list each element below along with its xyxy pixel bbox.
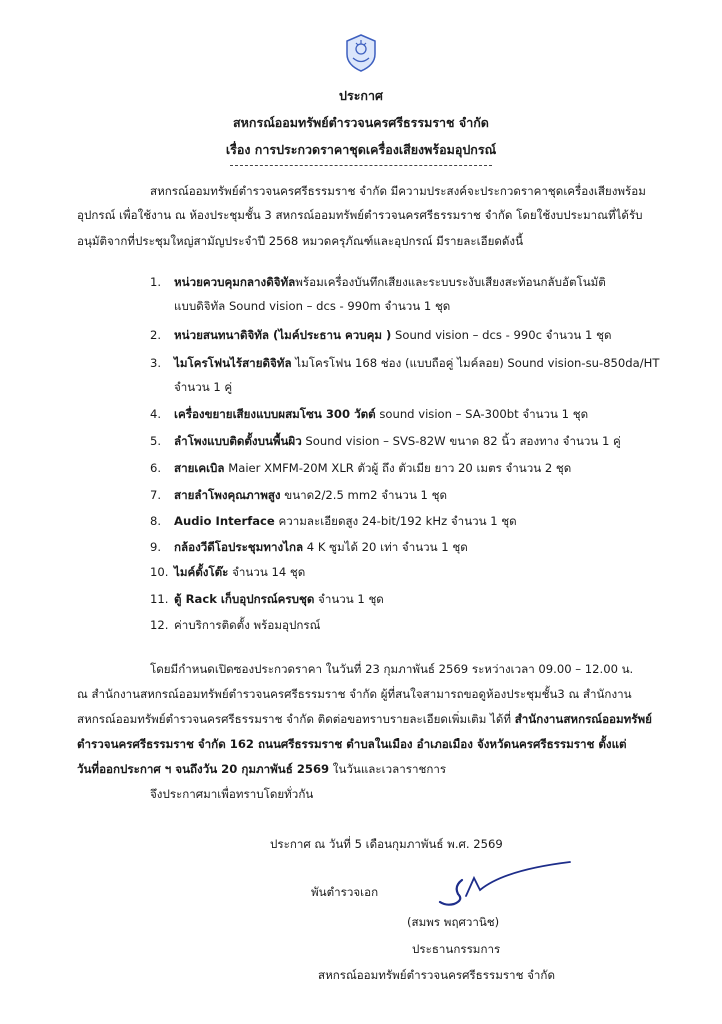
item-number: 12. xyxy=(150,618,169,632)
item-name: สายเคเบิล xyxy=(174,461,225,475)
item-number: 4. xyxy=(150,407,162,421)
list-item xyxy=(174,458,571,478)
closing-text: สหกรณ์ออมทรัพย์ตำรวจนครศรีธรรมราช จำกัด ติดต่อขอทราบรายละเอียดเพิ่มเติม ได้ที่ xyxy=(77,712,515,726)
signer-position: ประธานกรรมการ xyxy=(412,942,501,956)
signer-rank: พันตำรวจเอก xyxy=(311,885,379,899)
list-item xyxy=(174,404,588,424)
list-item xyxy=(174,272,606,292)
handwritten-signature-icon xyxy=(424,858,574,910)
item-number: 3. xyxy=(150,356,162,370)
item-name: Audio Interface xyxy=(174,514,275,528)
list-item xyxy=(174,615,320,635)
closing-line-6: จึงประกาศมาเพื่อทราบโดยทั่วกัน xyxy=(150,787,314,801)
closing-line-4: ตำรวจนครศรีธรรมราช จำกัด 162 ถนนศรีธรรมราช ตำบลในเมือง อำเภอเมือง จังหวัดนครศรีธรรมราช ตั้งแต่ xyxy=(77,737,627,751)
item-number: 9. xyxy=(150,540,162,554)
item-detail: จำนวน 14 ชุด xyxy=(228,565,306,579)
item-detail: ค่าบริการติดตั้ง พร้อมอุปกรณ์ xyxy=(174,618,321,632)
item-detail-line-2: แบบดิจิทัล Sound vision – dcs - 990m จำนวน 1 ชุด xyxy=(174,299,451,313)
list-item xyxy=(174,537,468,557)
item-number: 2. xyxy=(150,328,162,342)
item-number: 11. xyxy=(150,592,169,606)
list-item xyxy=(174,511,517,531)
item-number: 5. xyxy=(150,434,162,448)
item-name: กล้องวีดีโอประชุมทางไกล xyxy=(174,540,304,554)
item-detail: 4 K ซูมได้ 20 เท่า จำนวน 1 ชุด xyxy=(303,540,468,554)
item-detail: ความละเอียดสูง 24-bit/192 kHz จำนวน 1 ชุด xyxy=(274,514,517,528)
list-item xyxy=(174,353,659,373)
announcement-title: ประกาศ xyxy=(339,88,383,103)
announcement-date: ประกาศ ณ วันที่ 5 เดือนกุมภาพันธ์ พ.ศ. 2569 xyxy=(270,837,503,851)
item-name: ไมค์ตั้งโต๊ะ xyxy=(174,565,229,579)
item-name: ตู้ Rack เก็บอุปกรณ์ครบชุด xyxy=(174,592,315,606)
item-name: ลำโพงแบบติดตั้งบนพื้นผิว xyxy=(174,434,302,448)
item-detail: Sound vision – dcs - 990c จำนวน 1 ชุด xyxy=(391,328,612,342)
item-detail-line-2: จำนวน 1 คู่ xyxy=(174,380,233,394)
list-item xyxy=(174,325,611,345)
item-detail: ขนาด2/2.5 mm2 จำนวน 1 ชุด xyxy=(280,488,448,502)
list-item xyxy=(174,431,621,451)
deadline-text: วันที่ออกประกาศ ฯ จนถึงวัน 20 กุมภาพันธ์ 2569 xyxy=(77,762,330,776)
item-detail: Maier XMFM-20M XLR ตัวผู้ ถึง ตัวเมีย ยาว 20 เมตร จำนวน 2 ชุด xyxy=(224,461,572,475)
intro-line-1: สหกรณ์ออมทรัพย์ตำรวจนครศรีธรรมราช จำกัด มีความประสงค์จะประกวดราคาชุดเครื่องเสียงพร้อม xyxy=(150,184,646,198)
closing-line-5 xyxy=(77,759,446,779)
closing-line-3 xyxy=(77,709,652,729)
item-detail: Sound vision – SVS-82W ขนาด 82 นิ้ว สองทาง จำนวน 1 คู่ xyxy=(301,434,621,448)
item-number: 6. xyxy=(150,461,162,475)
item-name: สายลำโพงคุณภาพสูง xyxy=(174,488,281,502)
list-item xyxy=(174,485,447,505)
intro-line-2: อุปกรณ์ เพื่อใช้งาน ณ ห้องประชุมชั้น 3 สหกรณ์ออมทรัพย์ตำรวจนครศรีธรรมราช จำกัด โดยใช้งบประมาณที่ได้รับ xyxy=(77,208,643,222)
item-name: หน่วยสนทนาดิจิทัล (ไมค์ประธาน ควบคุม ) xyxy=(174,328,392,342)
closing-line-1: โดยมีกำหนดเปิดซองประกวดราคา ในวันที่ 23 กุมภาพันธ์ 2569 ระหว่างเวลา 09.00 – 12.00 น. xyxy=(150,662,634,676)
organization-name: สหกรณ์ออมทรัพย์ตำรวจนครศรีธรรมราช จำกัด xyxy=(233,115,489,130)
cooperative-logo-icon xyxy=(344,34,378,72)
item-number: 1. xyxy=(150,275,162,289)
item-detail: จำนวน 1 ชุด xyxy=(314,592,384,606)
signer-name: (สมพร พฤศวานิช) xyxy=(407,915,500,929)
intro-line-3: อนุมัติจากที่ประชุมใหญ่สามัญประจำปี 2568 หมวดครุภัณฑ์และอุปกรณ์ มีรายละเอียดดังนี้ xyxy=(77,234,524,248)
item-name: ไมโครโฟนไร้สายดิจิทัล xyxy=(174,356,292,370)
list-item xyxy=(174,589,384,609)
announcement-subject: เรื่อง การประกวดราคาชุดเครื่องเสียงพร้อมอุปกรณ์ xyxy=(225,142,497,157)
closing-line-2: ณ สำนักงานสหกรณ์ออมทรัพย์ตำรวจนครศรีธรรมราช จำกัด ผู้ที่สนใจสามารถขอดูห้องประชุมชั้น3 ณ สำนักงาน xyxy=(77,687,632,701)
item-detail: sound vision – SA-300bt จำนวน 1 ชุด xyxy=(375,407,589,421)
item-name: เครื่องขยายเสียงแบบผสมโซน 300 วัตต์ xyxy=(174,407,376,421)
office-hours-text: ในวันและเวลาราชการ xyxy=(329,762,447,776)
office-name: สำนักงานสหกรณ์ออมทรัพย์ xyxy=(514,712,652,726)
item-number: 7. xyxy=(150,488,162,502)
separator-line xyxy=(230,165,492,166)
list-item xyxy=(174,562,305,582)
item-detail: ไมโครโฟน 168 ช่อง (แบบถือคู่ ไมค์ลอย) Sound vision-su-850da/HT xyxy=(291,356,660,370)
signer-organization: สหกรณ์ออมทรัพย์ตำรวจนครศรีธรรมราช จำกัด xyxy=(318,968,555,982)
item-name: หน่วยควบคุมกลางดิจิทัล xyxy=(174,275,296,289)
item-detail: พร้อมเครื่องบันทึกเสียงและระบบระงับเสียงสะท้อนกลับอัตโนมัติ xyxy=(295,275,606,289)
item-number: 8. xyxy=(150,514,162,528)
item-number: 10. xyxy=(150,565,169,579)
